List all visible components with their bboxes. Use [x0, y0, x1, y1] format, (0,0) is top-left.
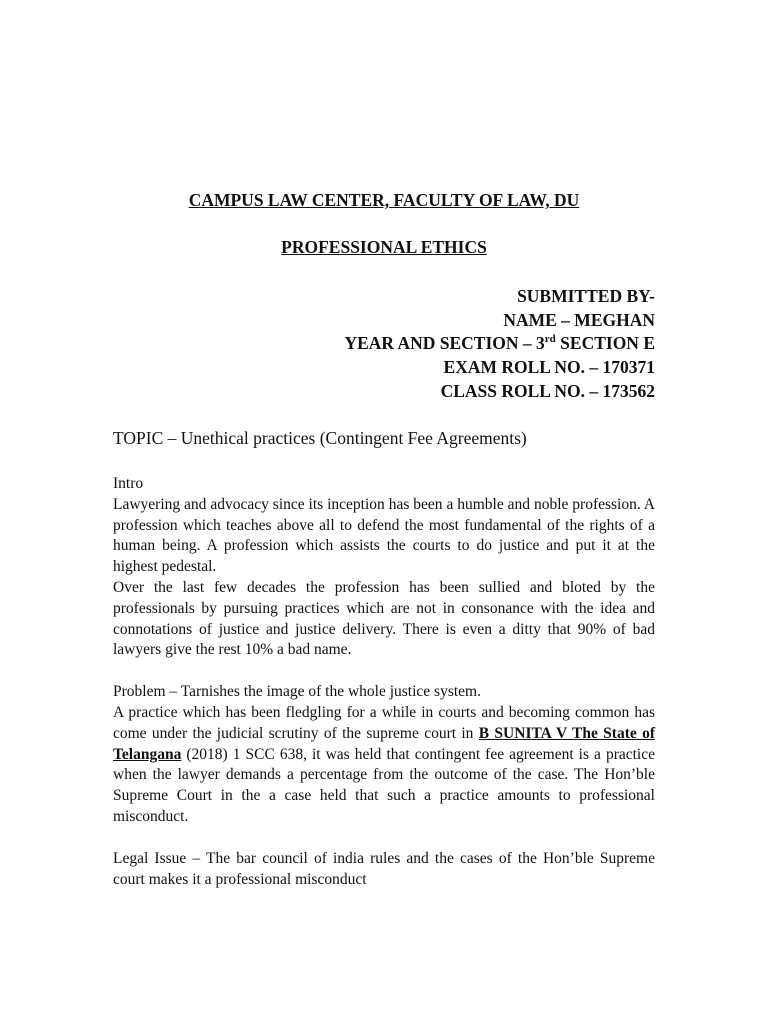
legal-issue-paragraph: Legal Issue – The bar council of india rules and the cases of the Hon’ble Supreme court makes it a professional misconduct [113, 849, 655, 888]
intro-heading: Intro [113, 475, 144, 492]
intro-paragraph-2: Over the last few decades the profession has been sullied and bloted by the professionals by pursuing practices which are not in consonance with the idea and connotations of justice and justice delivery. There is even a ditty that 90% of bad lawyers give the rest 10% a bad name. [113, 578, 655, 659]
exam-roll-number: EXAM ROLL NO. – 170371 [443, 357, 655, 377]
institution-heading: CAMPUS LAW CENTER, FACULTY OF LAW, DU [188, 190, 580, 210]
intro-paragraph-1: Lawyering and advocacy since its inception has been a humble and noble profession. A profession which teaches above all to defend the most fundamental of the rights of a human being. A profession which assists the courts to do justice and put it at the highest pedestal. [113, 495, 655, 576]
problem-text-before: A practice which has been fledgling for a while in courts and becoming common has come under the judicial scrutiny of the supreme court in [113, 703, 655, 742]
problem-paragraph [113, 703, 655, 828]
year-section-ordinal: rd [544, 333, 556, 345]
topic-line: TOPIC – Unethical practices (Contingent Fee Agreements) [113, 428, 527, 448]
problem-heading: Problem – Tarnishes the image of the whole justice system. [113, 683, 481, 701]
problem-text-after: (2018) 1 SCC 638, it was held that contingent fee agreement is a practice when the lawyer demands a percentage from the outcome of the case. The Hon’ble Supreme Court in the a case held that such a practice amounts to professional misconduct. [113, 745, 655, 825]
submitted-by-label: SUBMITTED BY- [517, 286, 655, 306]
class-roll-number: CLASS ROLL NO. – 173562 [440, 381, 655, 401]
year-section [344, 333, 655, 354]
year-section-prefix: YEAR AND SECTION – 3 [344, 333, 545, 353]
document-body [113, 474, 655, 890]
case-citation: B SUNITA V The State of Telangana [113, 724, 655, 763]
year-section-suffix: SECTION E [555, 333, 655, 353]
student-name: NAME – MEGHAN [503, 310, 655, 330]
subject-heading: PROFESSIONAL ETHICS [281, 237, 487, 257]
